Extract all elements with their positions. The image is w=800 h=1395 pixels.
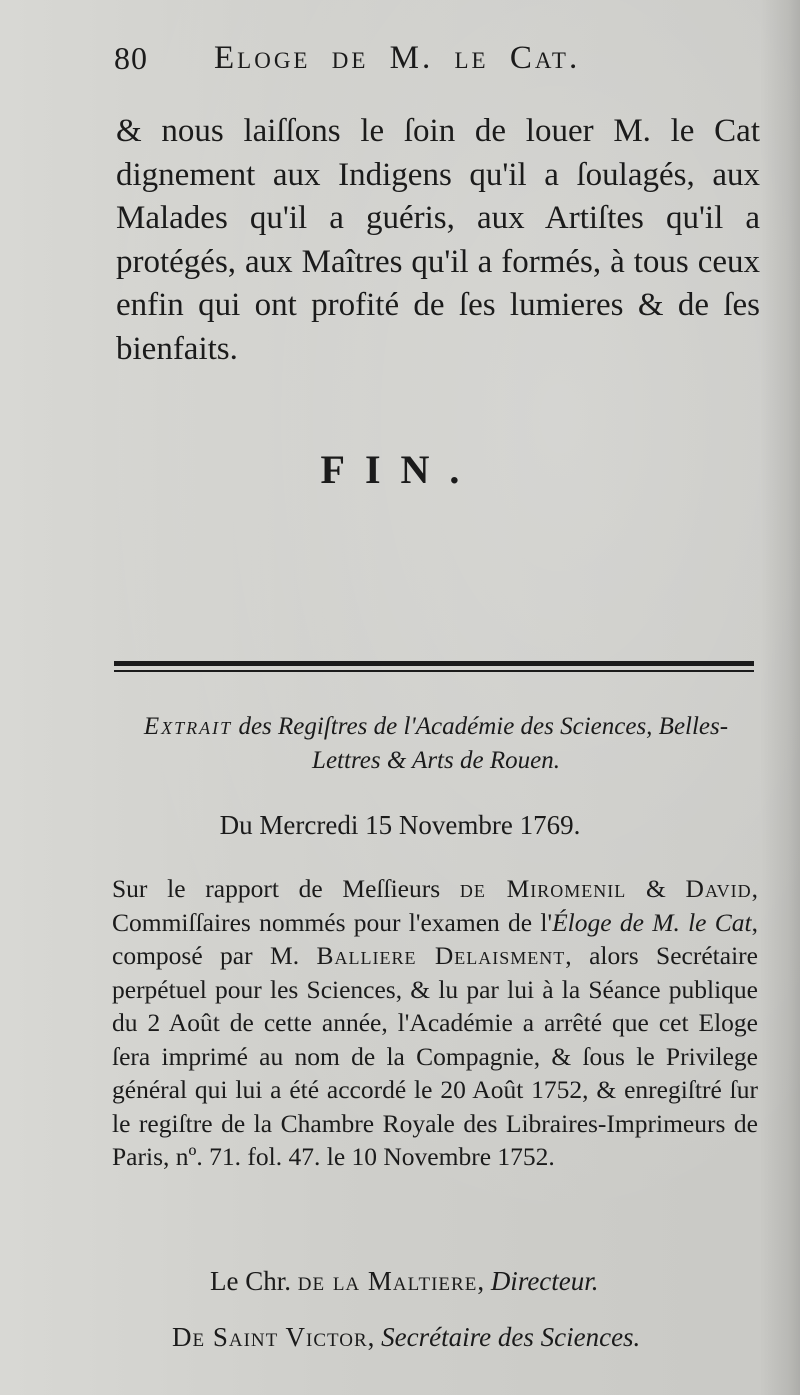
thick-rule [114,661,754,666]
eloge-title: Éloge de M. le Cat [552,907,752,937]
report-text-1: Sur le rapport de Meſſieurs [112,874,460,903]
page-header [114,40,674,90]
director-name: de la Maltiere [297,1266,478,1296]
secretary-title: Secrétaire des Sciences. [381,1322,641,1352]
page-number: 80 [114,40,148,76]
report-text-3: , Commiſſaires nommés pour l'examen de l' [112,874,759,937]
signature-director [210,1266,770,1297]
commissioner-name-1: de Miromenil [459,874,627,903]
session-date: Du Mercredi 15 Novembre 1769. [219,810,581,840]
extract-heading-rest: des Regiſtres de l'Académie des Sciences, Belles-Lettres & Arts de Rouen. [232,713,729,774]
secretary-comma: , [367,1322,382,1352]
report-paragraph [112,872,758,1174]
commissioner-name-2: David [685,874,752,903]
author-name: Balliere Delaisment [316,941,566,970]
report-text-2: & [626,874,686,903]
director-prefix: Le Chr. [210,1266,298,1296]
extract-lead-word: Extrait [143,713,233,740]
thin-rule [114,670,754,672]
secretary-name: De Saint Victor [172,1322,368,1352]
fin-heading: FIN. [320,447,480,492]
double-rule-divider [114,661,754,675]
report-text-4: , composé par M. [112,907,758,970]
director-title: Directeur. [490,1266,599,1296]
signature-secretary [172,1322,772,1353]
closing-paragraph: & nous laiſſons le ſoin de louer M. le Cat dignement aux Indigens qu'il a ſoulagés, aux Malades qu'il a guéris, aux Artiſtes qu'il a protégés, aux Maîtres qu'il a formés, à tous ceux enfin qui ont profité de ſes lumieres & de ſes bienfaits. [116,113,760,367]
report-text-5: , alors Secrétaire perpétuel pour les Sciences, & lu par lui à la Séance publique du 2 Août de cette année, l'Académie a arrêté que cet Eloge ſera imprimé au nom de la Compagnie, & ſous le Privilege général qui lui a été accordé le 20 Août 1752, & enregiſtré ſur le regiſtre de la Chambre Royale des Libraires-Imprimeurs de Paris, nº. 71. fol. 47. le 10 Novembre 1752. [112,941,758,1171]
extract-heading [116,710,756,778]
running-title: Eloge de M. le Cat. [214,40,581,76]
director-comma: , [477,1266,491,1296]
page-edge-shadow [760,0,800,1395]
